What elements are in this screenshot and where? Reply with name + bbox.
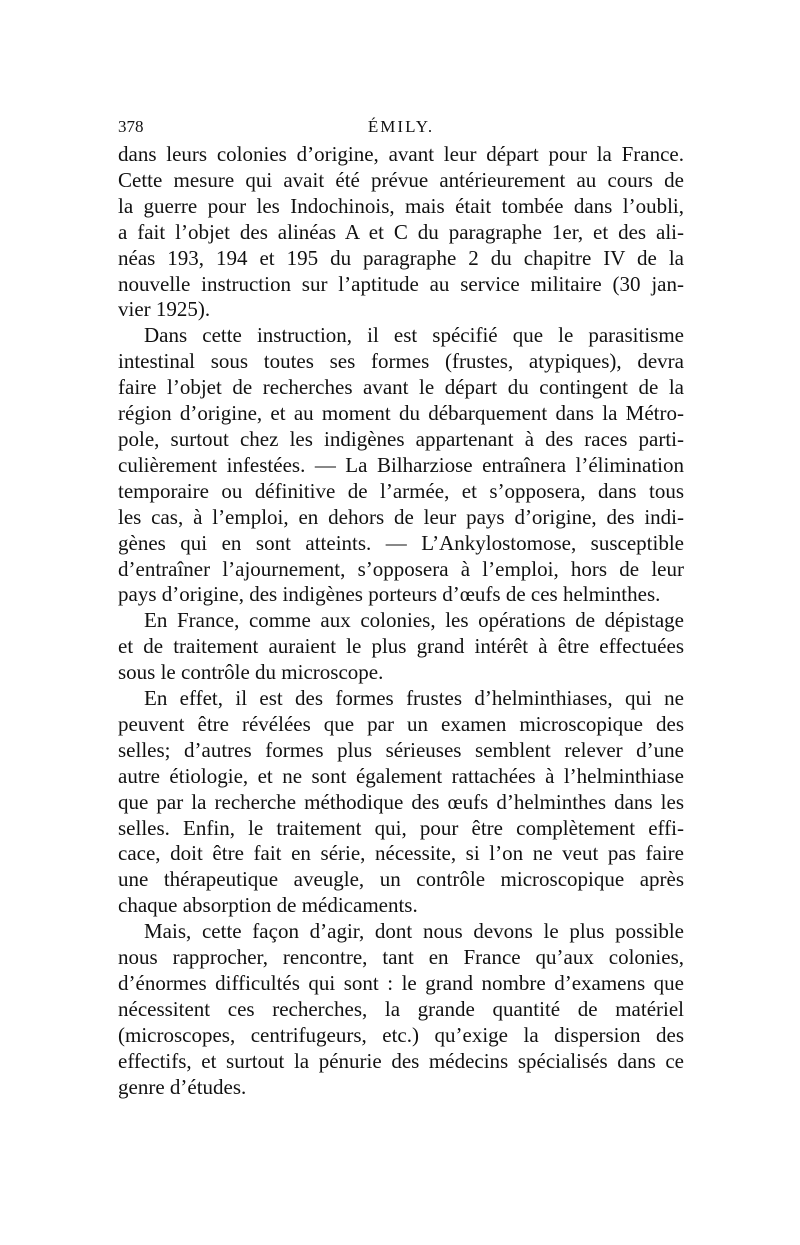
page-number: 378 [118,117,144,136]
paragraph [118,608,684,686]
text-line: vier 1925). [118,297,211,322]
paragraph [118,142,684,323]
text-line: pays d’origine, des indigènes porteurs d’œufs de ces helminthes. [118,582,661,607]
text-line: En France, comme aux colonies, les opérations de dépistage [144,608,684,633]
text-line: peuvent être révélées que par un examen microscopique des [118,711,684,736]
text-line: nous rapprocher, rencontre, tant en France qu’aux colonies, [118,945,684,970]
text-line: Mais, cette façon d’agir, dont nous devons le plus possible [144,919,684,944]
text-line: une thérapeutique aveugle, un contrôle microscopique après [118,867,684,892]
text-line: En effet, il est des formes frustes d’helminthiases, qui ne [144,686,684,711]
paragraph [118,919,684,1100]
paragraph [118,686,684,919]
text-line: genre d’études. [118,1074,247,1099]
text-line: sous le contrôle du microscope. [118,660,384,685]
text-line: a fait l’objet des alinéas A et C du paragraphe 1er, et des ali- [118,219,684,244]
text-line: (microscopes, centrifugeurs, etc.) qu’exige la dispersion des [118,1022,684,1047]
text-line: temporaire ou définitive de l’armée, et s’opposera, dans tous [118,478,684,503]
text-line: d’entraîner l’ajournement, s’opposera à l’emploi, hors de leur [118,556,684,581]
text-line: effectifs, et surtout la pénurie des médecins spécialisés dans ce [118,1048,684,1073]
text-line: Cette mesure qui avait été prévue antérieurement au cours de [118,167,684,192]
text-line: nouvelle instruction sur l’aptitude au service militaire (30 jan- [118,271,684,296]
text-line: chaque absorption de médicaments. [118,893,418,918]
body-text [118,142,684,1101]
text-line: que par la recherche méthodique des œufs d’helminthes dans les [118,789,684,814]
text-line: selles; d’autres formes plus sérieuses semblent relever d’une [118,737,684,762]
text-line: intestinal sous toutes ses formes (frustes, atypiques), devra [118,349,684,374]
text-line: autre étiologie, et ne sont également rattachées à l’helminthiase [118,763,684,788]
text-line: dans leurs colonies d’origine, avant leur départ pour la France. [118,142,684,166]
text-line: les cas, à l’emploi, en dehors de leur pays d’origine, des indi- [118,504,684,529]
text-line: pole, surtout chez les indigènes appartenant à des races parti- [118,426,684,451]
text-line: la guerre pour les Indochinois, mais était tombée dans l’oubli, [118,193,684,218]
text-line: d’énormes difficultés qui sont : le grand nombre d’examens que [118,971,684,995]
text-line: faire l’objet de recherches avant le départ du contingent de la [118,375,684,400]
text-line: Dans cette instruction, il est spécifié que le parasitisme [144,323,684,348]
text-line: nécessitent ces recherches, la grande quantité de matériel [118,996,684,1021]
paragraph [118,323,684,608]
text-line: région d’origine, et au moment du débarquement dans la Métro- [118,401,684,426]
text-line: gènes qui en sont atteints. — L’Ankylostomose, susceptible [118,530,684,555]
text-line: cace, doit être fait en série, nécessite, si l’on ne veut pas faire [118,841,684,866]
text-line: culièrement infestées. — La Bilharziose entraînera l’élimination [118,452,684,477]
text-line: néas 193, 194 et 195 du paragraphe 2 du chapitre IV de la [118,245,684,270]
text-line: et de traitement auraient le plus grand intérêt à être effectuées [118,634,684,659]
running-title: ÉMILY. [367,117,435,136]
running-head [118,112,684,142]
text-line: selles. Enfin, le traitement qui, pour être complètement effi- [118,815,684,840]
book-page [118,112,684,1101]
